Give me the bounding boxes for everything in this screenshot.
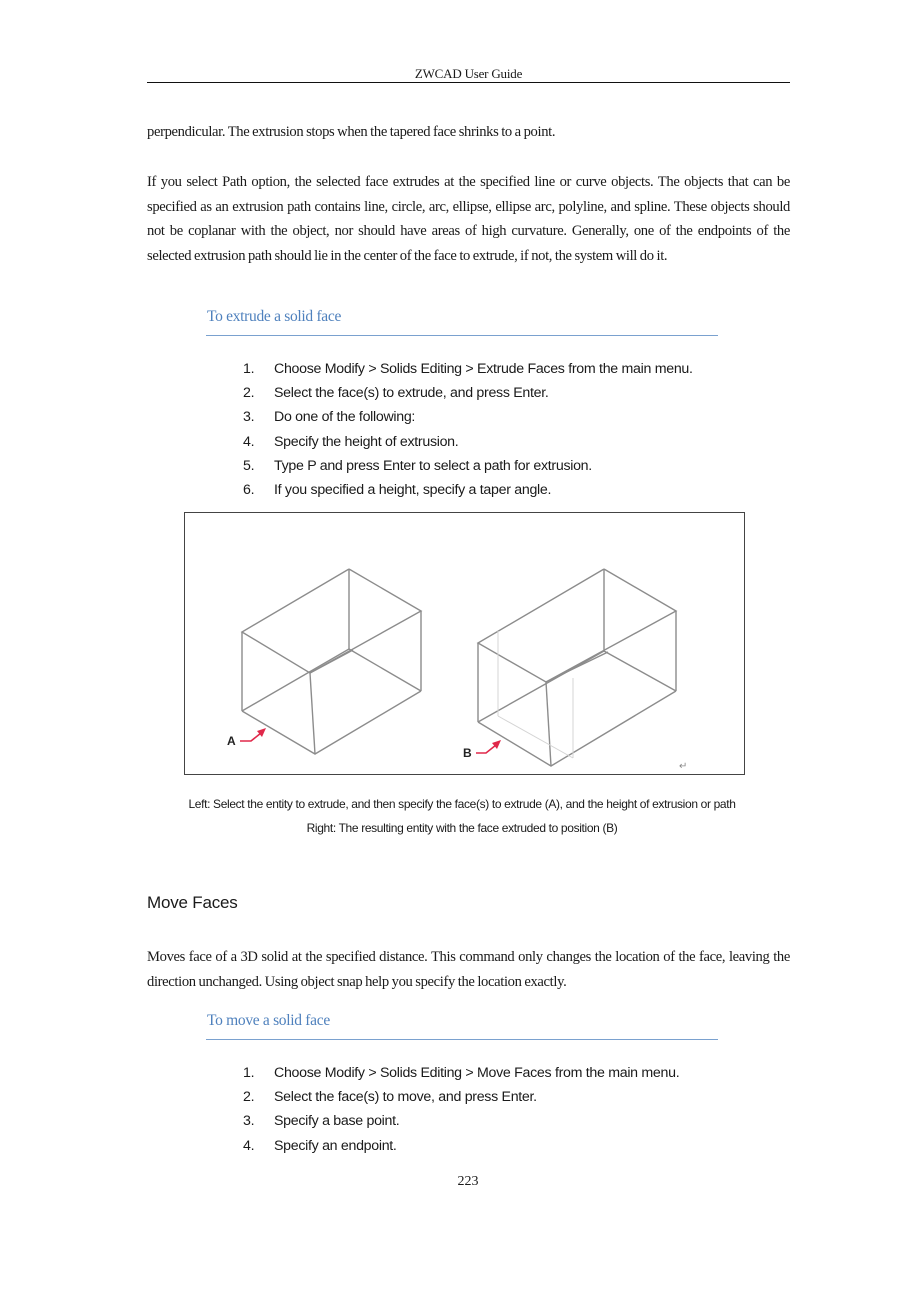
box-after-extrude [478, 569, 676, 766]
step-number: 3. [243, 1113, 255, 1130]
header-rule [147, 82, 790, 83]
step-item [243, 357, 693, 381]
steps-list-extrude [243, 357, 693, 502]
step-number: 6. [243, 482, 255, 499]
step-number: 2. [243, 1089, 255, 1106]
step-number: 5. [243, 457, 255, 474]
label-a-arrow [227, 728, 266, 748]
paragraph-taper-end: perpendicular. The extrusion stops when the tapered face shrinks to a point. [147, 124, 556, 140]
box-before-extrude [242, 569, 421, 754]
label-b-arrow [463, 740, 501, 760]
step-number: 4. [243, 1137, 255, 1154]
svg-text:A: A [227, 734, 236, 748]
extrude-figure [184, 512, 745, 775]
step-item [243, 430, 693, 454]
step-item [243, 478, 693, 502]
step-text: Specify an endpoint. [274, 1137, 397, 1154]
step-number: 1. [243, 361, 255, 377]
step-item [243, 454, 693, 478]
step-text: Choose Modify > Solids Editing > Move Faces from the main menu. [274, 1065, 680, 1081]
step-item [243, 381, 693, 405]
step-item [243, 405, 693, 429]
svg-text:B: B [463, 746, 472, 760]
step-item [243, 1085, 679, 1109]
return-mark-icon: ↵ [679, 761, 688, 772]
step-text: Choose Modify > Solids Editing > Extrude Faces from the main menu. [274, 361, 693, 377]
step-item [243, 1061, 679, 1085]
procedure-rule-move [206, 1039, 718, 1040]
step-text: Do one of the following: [274, 409, 416, 426]
step-text: If you specified a height, specify a taper angle. [274, 482, 552, 499]
step-number: 4. [243, 433, 255, 450]
paragraph-move-faces: Moves face of a 3D solid at the specified distance. This command only changes the location of the face, leaving the direction unchanged. Using object snap help you specify the location exactly. [147, 949, 790, 990]
step-text: Specify the height of extrusion. [274, 433, 459, 450]
figure-caption-line2: Right: The resulting entity with the face extruded to position (B) [306, 821, 618, 835]
step-text: Type P and press Enter to select a path for extrusion. [274, 457, 592, 474]
figure-caption-line1: Left: Select the entity to extrude, and then specify the face(s) to extrude (A), and the height of extrusion or path [188, 797, 736, 811]
step-item [243, 1109, 679, 1133]
step-number: 1. [243, 1065, 255, 1081]
step-item [243, 1134, 679, 1158]
extrude-illustration [185, 513, 746, 776]
page-number: 223 [457, 1174, 479, 1189]
steps-list-move [243, 1061, 679, 1158]
step-text: Specify a base point. [274, 1113, 400, 1130]
procedure-title-extrude: To extrude a solid face [207, 308, 342, 325]
step-number: 3. [243, 409, 255, 426]
step-number: 2. [243, 385, 255, 402]
running-header: ZWCAD User Guide [414, 66, 523, 81]
step-text: Select the face(s) to extrude, and press Enter. [274, 385, 549, 402]
step-text: Select the face(s) to move, and press Enter. [274, 1089, 537, 1106]
paragraph-path-option: If you select Path option, the selected face extrudes at the specified line or curve objects. The objects that can be specified as an extrusion path contains line, circle, arc, ellipse, ellipse arc, polyline, and spline. These objects should not be coplanar with the object, nor should have areas of high curvature. Generally, one of the endpoints of the selected extrusion path should lie in the center of the face to extrude, if not, the system will do it. [147, 174, 790, 264]
section-heading-move-faces: Move Faces [147, 893, 238, 912]
procedure-rule-extrude [206, 335, 718, 336]
procedure-title-move: To move a solid face [207, 1012, 330, 1029]
